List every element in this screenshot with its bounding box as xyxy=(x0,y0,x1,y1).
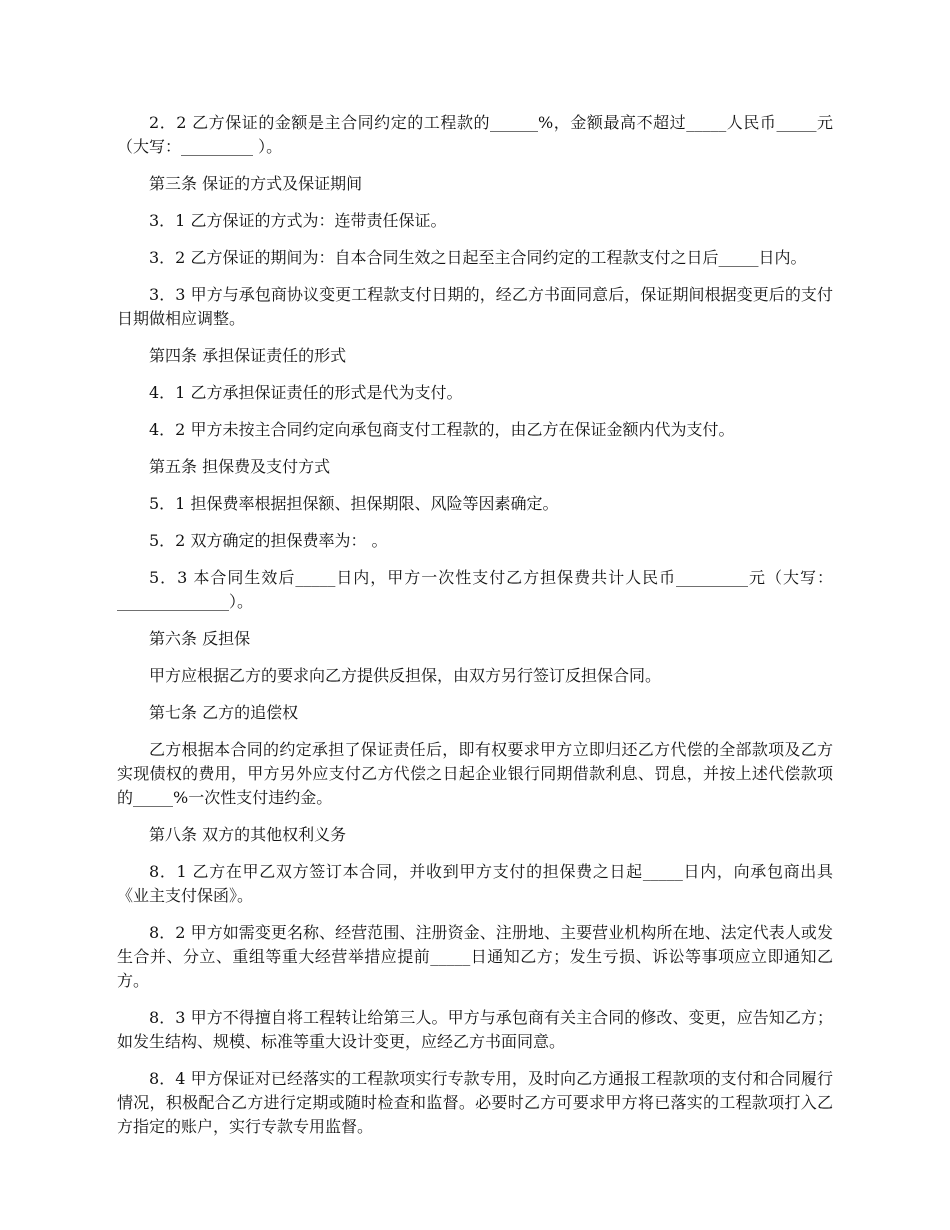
clause-3-3: 3．3 甲方与承包商协议变更工程款支付日期的，经乙方书面同意后，保证期间根据变更后的支付日期做相应调整。 xyxy=(117,285,833,328)
article-6-body: 甲方应根据乙方的要求向乙方提供反担保，由双方另行签订反担保合同。 xyxy=(149,666,662,685)
article-8-heading: 第八条 双方的其他权利义务 xyxy=(149,825,347,844)
clause-5-3: 5．3 本合同生效后_____日内，甲方一次性支付乙方担保费共计人民币_________元（大写：______________）。 xyxy=(117,568,833,611)
article-6-heading: 第六条 反担保 xyxy=(149,629,251,648)
article-7-heading: 第七条 乙方的追偿权 xyxy=(149,703,299,722)
clause-8-3: 8．3 甲方不得擅自将工程转让给第三人。甲方与承包商有关主合同的修改、变更，应告知乙方；如发生结构、规模、标准等重大设计变更，应经乙方书面同意。 xyxy=(117,1008,833,1051)
clause-8-1: 8．1 乙方在甲乙双方签订本合同，并收到甲方支付的担保费之日起_____日内，向承包商出具《业主支付保函》。 xyxy=(117,862,833,905)
clause-4-1: 4．1 乙方承担保证责任的形式是代为支付。 xyxy=(149,383,463,402)
clause-5-2: 5．2 双方确定的担保费率为： 。 xyxy=(149,531,388,550)
clause-4-2: 4．2 甲方未按主合同约定向承包商支付工程款的，由乙方在保证金额内代为支付。 xyxy=(149,420,735,439)
clause-3-1: 3．1 乙方保证的方式为：连带责任保证。 xyxy=(149,211,447,230)
clause-3-2: 3．2 乙方保证的期间为：自本合同生效之日起至主合同约定的工程款支付之日后_____日内。 xyxy=(149,248,807,267)
clause-5-1: 5．1 担保费率根据担保额、担保期限、风险等因素确定。 xyxy=(149,494,559,513)
article-7-body: 乙方根据本合同的约定承担了保证责任后，即有权要求甲方立即归还乙方代偿的全部款项及乙方实现债权的费用，甲方另外应支付乙方代偿之日起企业银行同期借款利息、罚息，并按上述代偿款项的_____%一次性支付违约金。 xyxy=(117,740,833,807)
clause-8-2: 8．2 甲方如需变更名称、经营范围、注册资金、注册地、主要营业机构所在地、法定代表人或发生合并、分立、重组等重大经营举措应提前_____日通知乙方；发生亏损、诉讼等事项应立即通知乙方。 xyxy=(117,923,833,990)
clause-8-4: 8．4 甲方保证对已经落实的工程款项实行专款专用，及时向乙方通报工程款项的支付和合同履行情况，积极配合乙方进行定期或随时检查和监督。必要时乙方可要求甲方将已落实的工程款项打入乙方指定的账户，实行专款专用监督。 xyxy=(117,1069,833,1136)
article-5-heading: 第五条 担保费及支付方式 xyxy=(149,457,331,476)
article-3-heading: 第三条 保证的方式及保证期间 xyxy=(149,174,363,193)
article-4-heading: 第四条 承担保证责任的形式 xyxy=(149,346,347,365)
clause-2-2: 2．2 乙方保证的金额是主合同约定的工程款的______%，金额最高不超过_____人民币_____元（大写：_________ ）。 xyxy=(117,113,833,156)
document-body xyxy=(117,111,833,1152)
